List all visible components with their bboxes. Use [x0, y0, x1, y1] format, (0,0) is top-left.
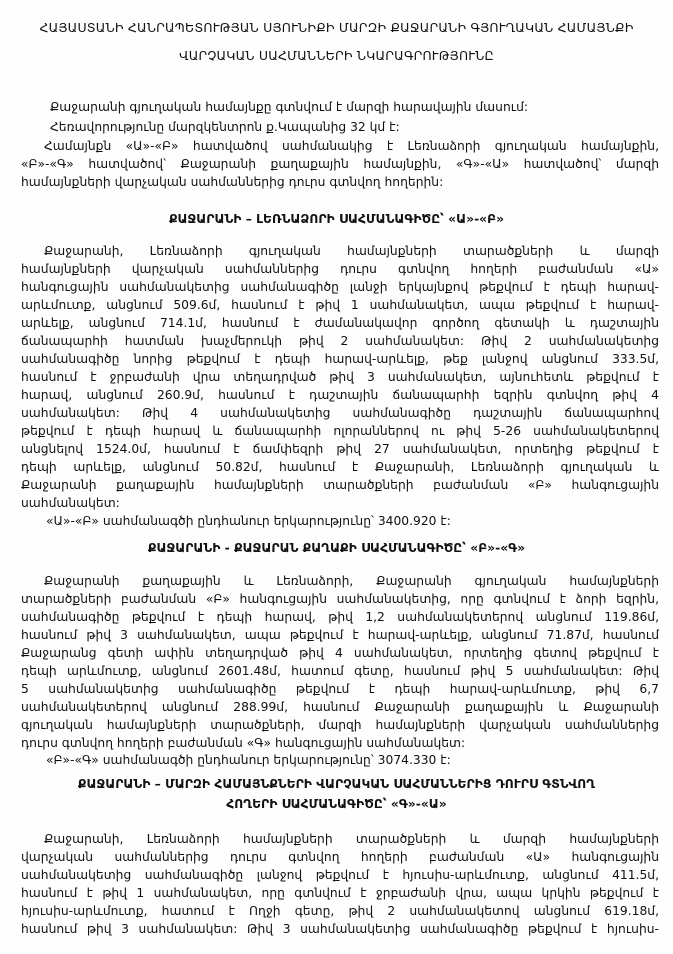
- section-heading: ՔԱՋԱՐԱՆԻ – ԼԵՌՆԱՁՈՐԻ ՍԱՀՄԱՆԱԳԻԾԸ՝ «Ա»-«Բ»: [168, 212, 505, 226]
- section-line: անցնելով 1524.0մ, հասնում է ճամփեզրի թիվ 27 սահմանակետ, որտեղից թեքվում է: [21, 442, 659, 456]
- section-line: դեպի արևմուտք, անցնում 2601.48մ, հատում գետը, հասնում թիվ 5 սահմանակետ: Թիվ: [21, 664, 659, 678]
- section-length: «Ա»-«Բ» սահմանագծի ընդհանուր երկարությունը՝ 3400.920 է:: [46, 514, 451, 528]
- section-line: հարավ, անցնում 260.9մ, հասնում է դաշտային ճանապարհի եզրին գտնվող թիվ 4: [21, 388, 659, 402]
- section-line: Քաջարանի, Լեռնաձորի համայնքների տարածքների և մարզի համայնքների: [44, 832, 659, 846]
- section-heading-line-2: ՀՈՂԵՐԻ ՍԱՀՄԱՆԱԳԻԾԸ՝ «Գ»-«Ա»: [226, 797, 447, 811]
- section-line: սահմանակետերով անցնում 288.99մ, հասնում Քաջարանի քաղաքային և Քաջարանի: [21, 700, 659, 714]
- section-line: ճանապարհի հատման խաչմերուկի թիվ 2 սահմանակետ: Թիվ 2 սահմանակետից: [21, 334, 659, 348]
- section-line: հասնում է թիվ 1 սահմանակետ, որը գտնվում է ջրբաժանի վրա, ապա կրկին թեքվում է: [21, 886, 659, 900]
- section-heading-line-1: ՔԱՋԱՐԱՆԻ – ՄԱՐԶԻ ՀԱՄԱՅՆՔՆԵՐԻ ՎԱՐՉԱԿԱՆ ՍԱՀՄԱՆՆԵՐԻՑ ԴՈՒՐՍ ԳՏՆՎՈՂ: [77, 777, 596, 791]
- intro-line: Հեռավորությունը մարզկենտրոն ք.Կապանից 32 կմ է:: [50, 120, 400, 134]
- section-line: համայնքների վարչական սահմաններից դուրս գտնվող հողերի բաժանման «Ա»: [21, 262, 659, 276]
- document-title-line-2: ՎԱՐՉԱԿԱՆ ՍԱՀՄԱՆՆԵՐԻ ՆԿԱՐԱԳՐՈՒԹՅՈՒՆԸ: [179, 48, 494, 63]
- section-line: դուրս գտնվող հողերի բաժանման «Գ» հանգուցային սահմանակետ:: [21, 736, 466, 750]
- intro-line: «Բ»-«Գ» հատվածով՝ Քաջարանի քաղաքային համայնքին, «Գ»-«Ա» հատվածով՝ մարզի: [21, 157, 659, 171]
- section-line: Քաջարանի քաղաքային համայնքների տարածքների բաժանման «Բ» հանգուցային: [21, 478, 659, 492]
- section-line: հանգուցային սահմանակետից սահմանագիծը լանջի երկայնքով թեքվում է դեպի հարավ-: [21, 280, 659, 294]
- section-line: վարչական սահմաններից դուրս գտնվող հողերի բաժանման «Ա» հանգուցային: [21, 850, 659, 864]
- section-line: գյուղական համայնքների տարածքների, մարզի համայնքների վարչական սահմաններից: [21, 718, 659, 732]
- section-length: «Բ»-«Գ» սահմանագծի ընդհանուր երկարությունը՝ 3074.330 է:: [46, 753, 451, 767]
- section-line: սահմանագիծը թեքվում է դեպի հարավ, թիվ 1,2 սահմանակետերով անցնում 119.86մ,: [21, 610, 659, 624]
- section-line: հասնում է ջրբաժանի վրա տեղադրված թիվ 3 սահմանակետ, այնուհետև թեքվում է: [21, 370, 659, 384]
- section-line: 5 սահմանակետից սահմանագիծը թեքվում է դեպի հարավ-արևմուտք, թիվ 6,7: [21, 682, 659, 696]
- section-line: տարածքների բաժանման «Բ» հանգուցային սահմանակետից, որը գտնվում է ձորի եզրին,: [21, 592, 659, 606]
- section-line: հասնում թիվ 3 սահմանակետ: Թիվ 3 սահմանակետից սահմանագիծը թեքվում է հյուսիս-: [21, 922, 659, 936]
- section-line: սահմանագիծը նորից թեքվում է դեպի հարավ-արևելք, թեք լանջով անցնում 333.5մ,: [21, 352, 659, 366]
- section-line: հյուսիս-արևմուտք, հատում է Ողջի գետը, թիվ 2 սահմանակետով անցնում 619.18մ,: [21, 904, 659, 918]
- intro-line: Համայնքն «Ա»-«Բ» հատվածով սահմանակից է Լեռնաձորի գյուղական համայնքին,: [44, 139, 659, 153]
- section-line: Քաջարանց գետի ափին տեղադրված թիվ 4 սահմանակետ, որտեղից գետով թեքվում է: [21, 646, 659, 660]
- section-line: Քաջարանի, Լեռնաձորի գյուղական համայնքների տարածքների և մարզի: [44, 244, 659, 258]
- intro-line: Քաջարանի գյուղական համայնքը գտնվում է մարզի հարավային մասում:: [50, 100, 529, 114]
- section-line: թեքվում է դեպի հարավ և ճանապարհի ոլորաններով ու թիվ 5-26 սահմանակետերով: [21, 424, 659, 438]
- intro-line: համայնքների վարչական սահմաններից դուրս գտնվող հողերին:: [21, 175, 444, 189]
- document-title-line-1: ՀԱՅԱՍՏԱՆԻ ՀԱՆՐԱՊԵՏՈՒԹՅԱՆ ՍՅՈՒՆԻՔԻ ՄԱՐԶԻ ՔԱՋԱՐԱՆԻ ԳՅՈՒՂԱԿԱՆ ՀԱՄԱՅՆՔԻ: [39, 20, 634, 35]
- section-line: հասնում թիվ 3 սահմանակետ, ապա թեքվում է հարավ-արևելք, անցնում 71.87մ, հասնում: [21, 628, 659, 642]
- section-heading: ՔԱՋԱՐԱՆԻ - ՔԱՋԱՐԱՆ ՔԱՂԱՔԻ ՍԱՀՄԱՆԱԳԻԾԸ՝ «Բ»-«Գ»: [147, 541, 526, 555]
- section-line: դեպի արևելք, անցնում 50.82մ, հասնում է Քաջարանի, Լեռնաձորի գյուղական և: [21, 460, 659, 474]
- section-line: սահմանակետ: Թիվ 4 սահմանակետից սահմանագիծը դաշտային ճանապարհով: [21, 406, 659, 420]
- section-line: սահմանակետից սահմանագիծը լանջով թեքվում է հյուսիս-արևմուտք, անցնում 411.5մ,: [21, 868, 659, 882]
- section-line: արևելք, անցնում 714.1մ, հասնում է ժամանակավոր գործող գետակի և դաշտային: [21, 316, 659, 330]
- section-line: Քաջարանի քաղաքային և Լեռնաձորի, Քաջարանի գյուղական համայնքների: [44, 574, 659, 588]
- section-line: արևմուտք, անցնում 509.6մ, հասնում է թիվ 1 սահմանակետ, ապա թեքվում է հարավ-: [21, 298, 659, 312]
- section-line: սահմանակետ:: [21, 496, 120, 510]
